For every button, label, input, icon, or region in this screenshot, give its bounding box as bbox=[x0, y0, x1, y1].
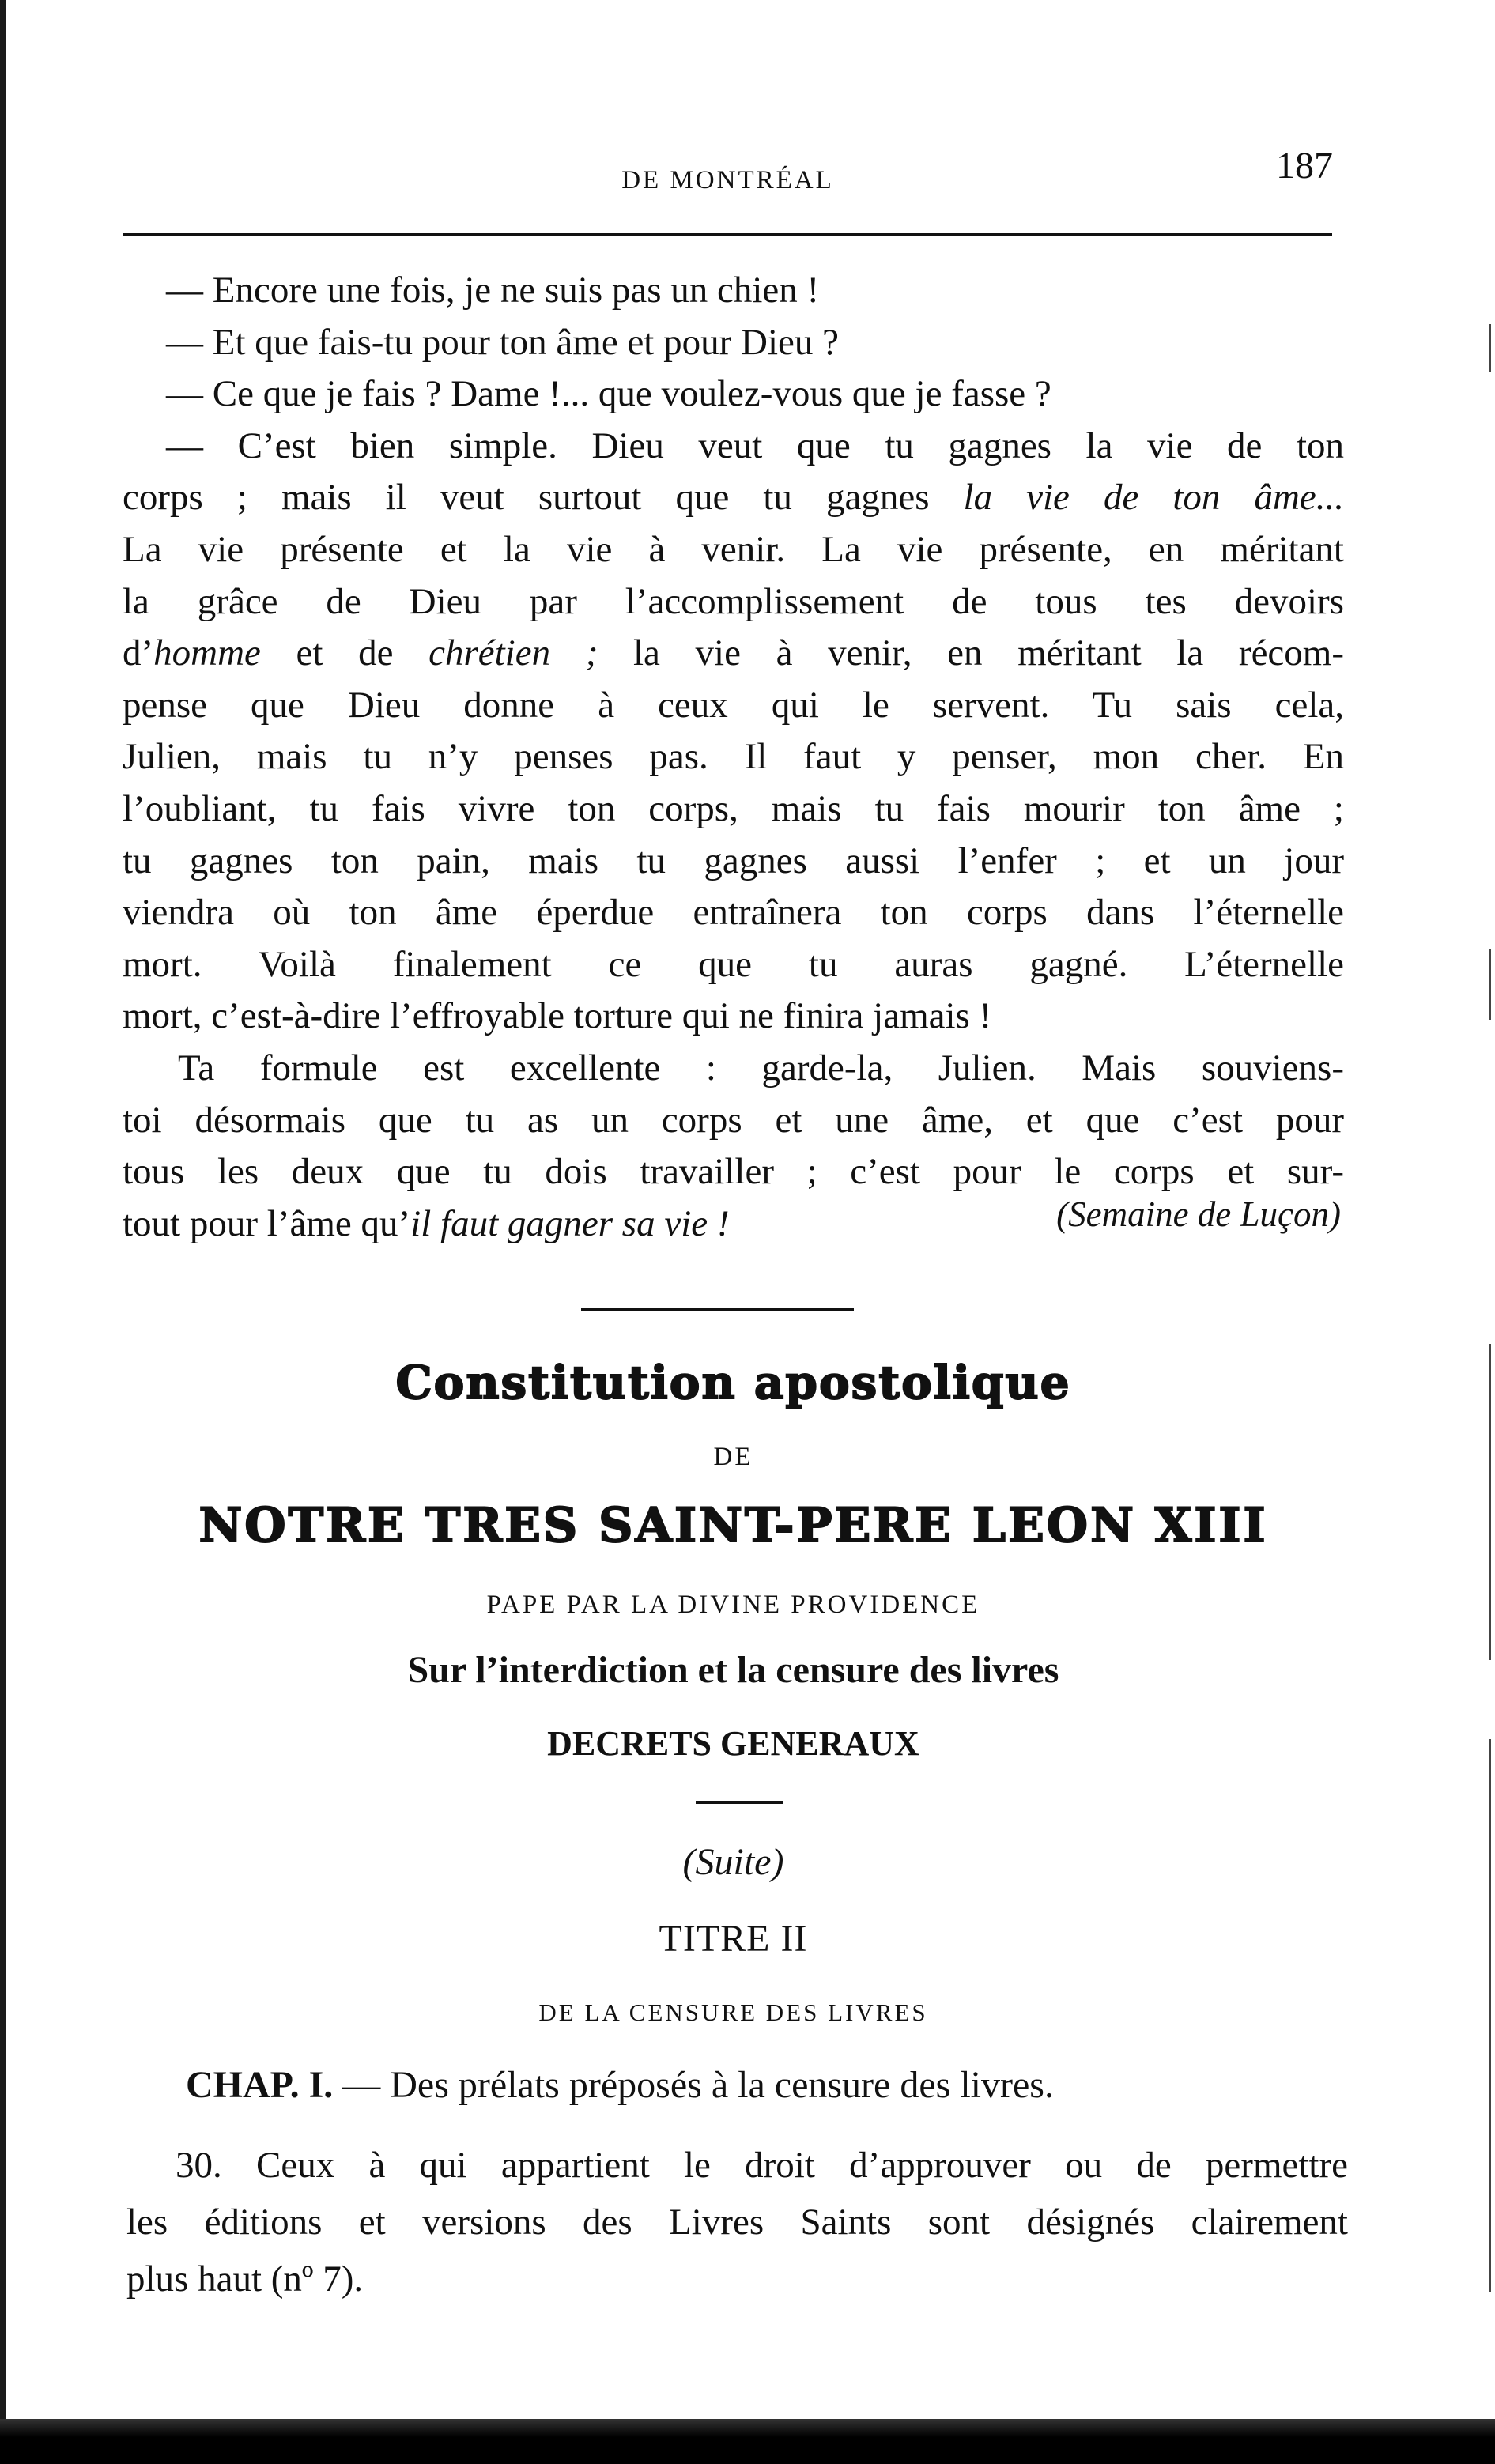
running-title: DE MONTRÉAL bbox=[621, 166, 834, 194]
text-line: mort. Voilà finalement ce que tu auras gagné. L’éternelle bbox=[123, 943, 1344, 985]
text-italic: chrétien ; bbox=[428, 632, 598, 674]
text-line: l’oubliant, tu fais vivre ton corps, mais tu fais mourir ton âme ; bbox=[123, 787, 1344, 829]
text-line: tu gagnes ton pain, mais tu gagnes aussi l’enfer ; et un jour bbox=[123, 840, 1344, 881]
source-citation: (Semaine de Luçon) bbox=[1056, 1194, 1341, 1234]
scan-right-edge-mark bbox=[1489, 1739, 1491, 2292]
text-span: corps ; mais il veut surtout que tu gagnes bbox=[123, 477, 964, 519]
dialogue-text bbox=[123, 265, 1344, 1250]
text-line: la grâce de Dieu par l’accomplissement de tous tes devoirs bbox=[123, 580, 1344, 622]
text-italic: homme bbox=[153, 632, 261, 674]
suite-label: (Suite) bbox=[682, 1841, 784, 1883]
section-divider bbox=[696, 1801, 783, 1804]
chapter-label: CHAP. I. bbox=[186, 2064, 334, 2106]
text-span: la vie à venir, en méritant la récom- bbox=[598, 632, 1345, 674]
text-span: et de bbox=[260, 632, 429, 674]
text-line: tous les deux que tu dois travailler ; c’est pour le corps et sur- bbox=[123, 1151, 1344, 1193]
text-line: viendra où ton âme éperdue entraînera ton corps dans l’éternelle bbox=[123, 892, 1344, 934]
text-line: pense que Dieu donne à ceux qui le servent. Tu sais cela, bbox=[123, 684, 1344, 726]
text-line: 30. Ceux à qui appartient le droit d’approuver ou de permettre bbox=[176, 2145, 1348, 2186]
decrets-heading: DECRETS GENERAUX bbox=[547, 1724, 919, 1763]
text-line: les éditions et versions des Livres Saints sont désignés clairement bbox=[126, 2202, 1348, 2243]
text-line: toi désormais que tu as un corps et une âme, et que c’est pour bbox=[123, 1099, 1344, 1141]
text-italic: la vie de ton âme... bbox=[963, 477, 1345, 519]
text-line: mort, c’est-à-dire l’effroyable torture qui ne finira jamais ! bbox=[123, 995, 992, 1037]
text-span: d’ bbox=[123, 632, 154, 674]
scan-bottom-edge bbox=[0, 2419, 1495, 2464]
text-italic: il faut gagner sa vie ! bbox=[410, 1202, 730, 1244]
text-line: — Ce que je fais ? Dame !... que voulez-vous que je fasse ? bbox=[166, 373, 1051, 415]
page-number: 187 bbox=[1276, 145, 1333, 187]
text-span: tout pour l’âme qu’ bbox=[123, 1202, 411, 1244]
scan-right-edge-mark bbox=[1489, 949, 1491, 1020]
scan-right-edge-mark bbox=[1489, 1344, 1491, 1660]
decree-de: DE bbox=[713, 1443, 753, 1471]
text-line: — C’est bien simple. Dieu veut que tu gagnes la vie de ton bbox=[166, 425, 1344, 466]
chapter-title: — Des prélats préposés à la censure des livres. bbox=[333, 2064, 1054, 2106]
pope-name: NOTRE TRES SAINT-PERE LEON XIII bbox=[198, 1498, 1268, 1553]
text-line: plus haut (nº 7). bbox=[126, 2258, 364, 2300]
header-rule bbox=[123, 233, 1332, 236]
text-line bbox=[123, 472, 1344, 524]
censure-heading: DE LA CENSURE DES LIVRES bbox=[538, 1998, 928, 2026]
text-line: — Et que fais-tu pour ton âme et pour Dieu ? bbox=[166, 321, 839, 363]
running-head bbox=[123, 126, 1333, 206]
article-30 bbox=[126, 2137, 1348, 2307]
text-line: — Encore une fois, je ne suis pas un chien ! bbox=[166, 270, 820, 311]
text-line bbox=[123, 628, 1344, 680]
section-divider bbox=[581, 1308, 854, 1311]
text-line: Julien, mais tu n’y penses pas. Il faut y penser, mon cher. En bbox=[123, 736, 1344, 778]
scan-left-edge bbox=[0, 0, 6, 2464]
decree-title: Constitution apostolique bbox=[395, 1356, 1071, 1409]
titre-heading: TITRE II bbox=[659, 1918, 808, 1960]
decree-subject: Sur l’interdiction et la censure des livres bbox=[407, 1649, 1059, 1691]
text-line: Ta formule est excellente : garde-la, Julien. Mais souviens- bbox=[178, 1047, 1344, 1089]
pape-line: PAPE PAR LA DIVINE PROVIDENCE bbox=[486, 1590, 980, 1619]
text-line: La vie présente et la vie à venir. La vie présente, en méritant bbox=[123, 528, 1344, 570]
scan-right-edge-mark bbox=[1489, 324, 1491, 372]
chapter-heading bbox=[186, 2063, 1054, 2107]
